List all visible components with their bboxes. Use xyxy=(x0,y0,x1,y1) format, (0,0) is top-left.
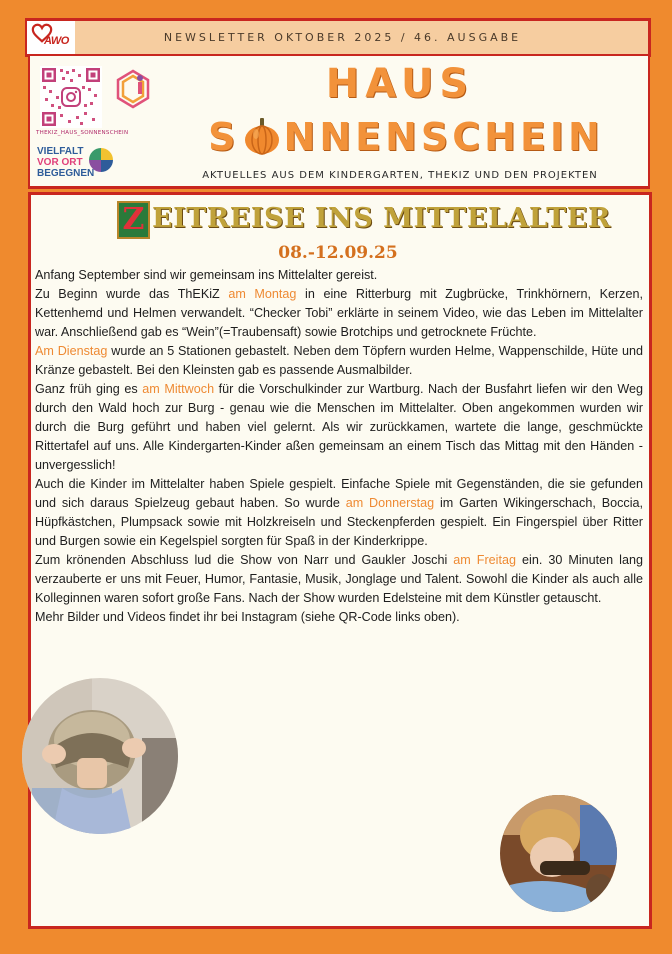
text: Auch die Kinder im Mittelalter haben Spiele gespielt. Einfache Spiele mit Gegenständen, die sie gefunden und sich daraus Spielzeug gebaut haben. So wurde xyxy=(35,477,643,510)
highlight-dienstag: Am Dienstag xyxy=(35,344,108,358)
article-title: EITREISE INS MITTELALTER xyxy=(152,203,611,234)
paragraph-freitag xyxy=(35,551,643,608)
header-subtitle: AKTUELLES AUS DEM KINDERGARTEN, THEKIZ UND DEN PROJEKTEN xyxy=(202,170,598,181)
photo-child-with-helmet xyxy=(22,678,178,834)
highlight-montag: am Montag xyxy=(228,287,297,301)
text: in eine Ritterburg mit Zugbrücke, Trinkhörnern, Kerzen, Kettenhemd und Helmen verwandelt. “Checker Tobi” erklärte in seinem Video, wie das Leben im Mittelalter war. Anschließend gab es “Wein”(=Traubensaft) sowie Brotchips und getrocknete Früchte. xyxy=(35,287,643,339)
text: im Garten Wikingerschach, Boccia, Hüpfkästchen, Plumpsack sowie mit Holzkreiseln und Steckenpferden gespielt. Ein Fingerspiel über Ritter und Burgen sowie ein Kegelspiel sorgten für Spaß in der Kinderkrippe. xyxy=(35,496,643,548)
photo-child-with-drinking-horn xyxy=(500,795,617,912)
text: für die Vorschulkinder zur Wartburg. Nach der Busfahrt liefen wir den Weg durch den Wald hoch zur Burg - genau wie die Menschen im Mittelalter. Oben angekommen wurden wir durch die Burg geführt und haben viel gelernt. Als wir zurückkamen, wartete die lange, geschmückte Rittertafel auf uns. Alle Kindergarten-Kinder aßen gemeinsam an einem Tisch das Mittag mit den Händen - unvergesslich! xyxy=(35,382,643,472)
title-rest: NNENSCHEIN xyxy=(283,115,604,159)
highlight-donnerstag: am Donnerstag xyxy=(345,496,435,510)
highlight-freitag: am Freitag xyxy=(453,553,516,567)
paragraph-intro: Anfang September sind wir gemeinsam ins Mittelalter gereist. xyxy=(35,268,378,282)
newsletter-issue: NEWSLETTER OKTOBER 2025 / 46. AUSGABE xyxy=(163,31,522,44)
thekiz-logo xyxy=(112,68,154,110)
paragraph-donnerstag xyxy=(35,475,643,551)
paragraph-mittwoch xyxy=(35,380,643,475)
vielfalt-line-2: VOR ORT xyxy=(37,157,83,168)
pumpkin-icon xyxy=(242,116,282,156)
article-body xyxy=(35,266,643,627)
vielfalt-vor-ort-logo xyxy=(36,145,116,183)
title-initial: Z xyxy=(117,201,150,239)
vielfalt-line-1: VIELFALT xyxy=(37,146,84,157)
awo-logo xyxy=(27,21,75,54)
title-sonnenschein xyxy=(186,114,626,160)
text: ein. 30 Minuten lang verzauberte er uns mit Feuer, Humor, Fantasie, Musik, Jonglage und Talent. Sowohl die Kinder als auch alle Kolleginnen waren sofort große Fans. Nach der Show wurden Edelsteine mit dem Künstler getauscht. xyxy=(35,553,643,605)
text: Zu Beginn wurde das ThEKiZ xyxy=(35,287,229,301)
highlight-mittwoch: am Mittwoch xyxy=(142,382,215,396)
instagram-qr-code[interactable] xyxy=(40,66,102,128)
vielfalt-circle-icon xyxy=(88,147,114,173)
text: wurde an 5 Stationen gebastelt. Neben dem Töpfern wurden Helme, Wappenschilde, Hüte und Kränze gebastelt. Bei den Kleinsten gab es passende Ausmalbilder. xyxy=(35,344,643,377)
awo-logo-text: AWO xyxy=(44,35,69,47)
qr-code-label: THEKIZ_HAUS_SONNENSCHEIN xyxy=(36,130,129,136)
title-haus: HAUS xyxy=(325,61,475,107)
text: Zum krönenden Abschluss lud die Show von Narr und Gaukler Joschi xyxy=(35,553,454,567)
paragraph-montag xyxy=(35,285,643,342)
paragraph-dienstag xyxy=(35,342,643,380)
vielfalt-line-3: BEGEGNEN xyxy=(37,168,95,179)
text: Ganz früh ging es xyxy=(35,382,143,396)
title-letter-s: S xyxy=(208,115,240,159)
paragraph-outro: Mehr Bilder und Videos findet ihr bei Instagram (siehe QR-Code links oben). xyxy=(35,610,460,624)
article-dates: 08.-12.09.25 xyxy=(278,243,398,263)
